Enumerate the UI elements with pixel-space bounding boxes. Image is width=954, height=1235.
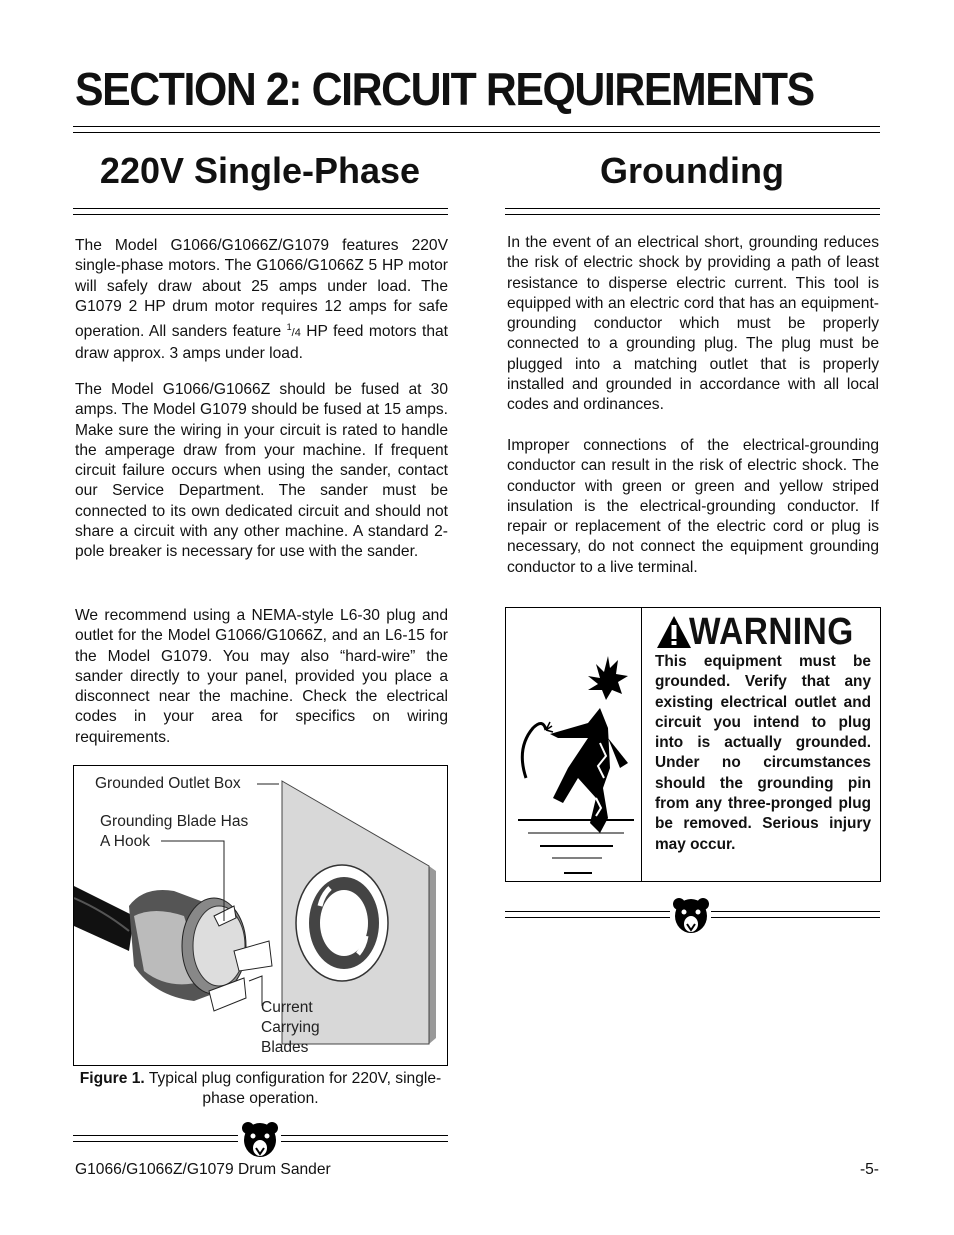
heading-grounding: Grounding: [600, 150, 784, 191]
bear-logo-icon: [241, 1121, 279, 1159]
paragraph-220v-1: The Model G1066/G1066Z/G1079 features 220V single-phase motors. The G1066/G1066Z 5 HP motor will safely draw about 25 amps under load. The G1079 2 HP drum motor requires 12 amps for safe operation. All sanders feature $^1$/4 HP feed motors that draw approx. 3 amps under load.: [75, 237, 448, 362]
label-current-2: Carrying: [261, 1019, 320, 1036]
warning-triangle-icon: [656, 615, 692, 649]
figure-caption: Figure 1. Typical plug configuration for 220V, single-phase operation.: [79, 1070, 442, 1108]
footer-model: G1066/G1066Z/G1079 Drum Sander: [75, 1161, 331, 1178]
divider-right-b: [711, 911, 880, 918]
warning-divider: [641, 608, 642, 881]
figure-plug: [73, 765, 448, 1066]
label-blade-hook-2: A Hook: [100, 833, 150, 850]
divider-right-a: [505, 911, 670, 918]
paragraph-220v-2: The Model G1066/G1066Z should be fused at 30 amps. The Model G1079 should be fused at 15 amps. Make sure the wiring in your circuit is rated to handle the amperage draw from your machine. If frequent circuit failure occurs when using the sander, contact our Service Department. The sander must be connected to its own dedicated circuit and should not share a circuit with any other machine. A standard 2-pole breaker is necessary for use with the sander.: [75, 381, 448, 561]
electric-shock-figure-icon: [508, 638, 638, 878]
paragraph-grounding-2: Improper connections of the electrical-grounding conductor can result in the risk of electric shock. The conductor with green or green and yellow striped insulation is the electrical-grounding conductor. If repair or replacement of the electric cord or plug is necessary, do not connect the equipment grounding conductor to a live terminal.: [507, 437, 879, 576]
heading-grounding-rule: [505, 208, 880, 215]
warning-box: [505, 607, 881, 882]
footer-page-number: -5-: [859, 1161, 879, 1178]
divider-left-b: [281, 1135, 448, 1142]
bear-logo-icon: [672, 897, 710, 935]
label-blade-hook-1: Grounding Blade Has: [100, 813, 249, 830]
paragraph-grounding-1: In the event of an electrical short, grounding reduces the risk of electric shock by providing a path of least resistance to disperse electric current. This tool is equipped with an electric cord that has an equipment-grounding conductor which must be properly connected to a grounding plug. The plug must be plugged into a matching outlet that is properly installed and grounded in accordance with all local codes and ordinances.: [507, 234, 879, 414]
paragraph-220v-3: We recommend using a NEMA-style L6-30 plug and outlet for the Model G1066/G1066Z, and an L6-15 for the Model G1079. You may also “hard-wire” the sander directly to your panel, provided you place a disconnect near the machine. Check the electrical codes in your area for specifics on wiring requirements.: [75, 607, 448, 746]
divider-left-a: [73, 1135, 238, 1142]
title-rule: [73, 126, 880, 133]
warning-title: WARNING: [689, 611, 854, 653]
section-title: SECTION 2: CIRCUIT REQUIREMENTS: [75, 63, 814, 115]
heading-220v: 220V Single-Phase: [99, 150, 421, 191]
label-current-3: Blades: [261, 1039, 309, 1056]
label-current-1: Current: [261, 999, 313, 1016]
warning-text: This equipment must be grounded. Verify that any existing electrical outlet and circuit you intend to plug into is actually grounded. Under no circumstances should the grounding pin from any three-pronged plug be removed. Serious injury may occur.: [655, 653, 871, 853]
heading-220v-rule: [73, 208, 448, 215]
label-outlet-box: Grounded Outlet Box: [95, 775, 241, 792]
